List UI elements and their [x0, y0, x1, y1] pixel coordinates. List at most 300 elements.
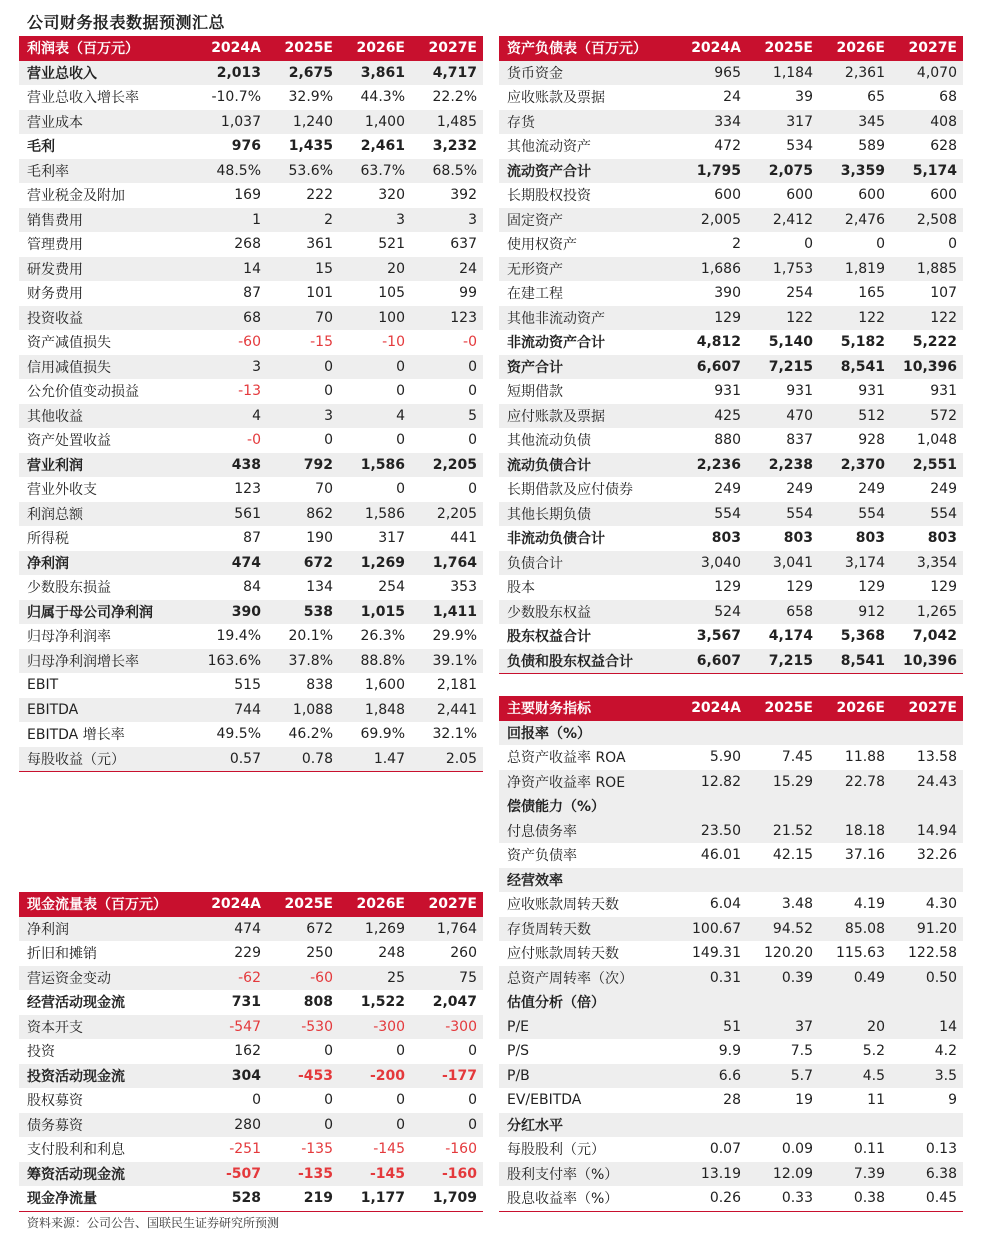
value-cell: 561 [195, 502, 267, 527]
table-row [499, 843, 963, 868]
value-cell: 3,354 [891, 551, 963, 576]
value-cell: 122 [891, 306, 963, 331]
row-label: 投资 [27, 1044, 55, 1061]
row-label: 应收账款及票据 [507, 90, 605, 107]
value-cell: 2.05 [411, 747, 483, 772]
value-cell: 20.1% [288, 628, 333, 645]
value-cell: 15 [267, 257, 339, 282]
row-label: 资本开支 [19, 1015, 195, 1040]
section-header-row [499, 1113, 963, 1138]
table-row [499, 404, 963, 429]
value-cell: 2,013 [195, 61, 267, 86]
value-cell: 0 [396, 1043, 405, 1060]
value-cell: 4.5 [819, 1064, 891, 1089]
row-label: 债务募资 [19, 1113, 195, 1138]
row-label: 营业总收入增长率 [27, 90, 139, 107]
value-cell: 42.15 [772, 847, 813, 864]
table-row [19, 257, 483, 282]
row-label: 公允价值变动损益 [27, 384, 139, 401]
value-cell: 5 [411, 404, 483, 429]
row-label: 资产负债率 [507, 848, 577, 865]
value-cell: 68.5% [411, 159, 483, 184]
value-cell: 190 [306, 530, 333, 547]
row-label: 股本 [507, 580, 535, 597]
value-cell: -453 [267, 1064, 339, 1089]
value-cell: 70 [315, 481, 333, 498]
value-cell: 4.2 [934, 1043, 957, 1060]
value-cell: 1,411 [411, 600, 483, 625]
value-cell: 803 [783, 530, 813, 547]
table-row [19, 624, 483, 649]
value-cell: 46.2% [288, 726, 333, 743]
value-cell: 554 [675, 502, 747, 527]
value-cell: 0.07 [709, 1141, 741, 1158]
value-cell: 49.5% [216, 726, 261, 743]
value-cell: 931 [786, 383, 813, 400]
row-label: 股利支付率（%） [499, 1162, 675, 1187]
row-label: 股息收益率（%） [499, 1186, 675, 1211]
value-cell: 7.5 [790, 1043, 813, 1060]
value-cell: 1,015 [339, 600, 411, 625]
table-row [499, 917, 963, 942]
section-header-row [499, 794, 963, 819]
value-cell: 10,396 [891, 355, 963, 380]
value-cell: 1,586 [339, 502, 411, 527]
income-statement-table [19, 36, 483, 772]
value-cell: 438 [195, 453, 267, 478]
value-cell: 7,042 [912, 628, 957, 645]
value-cell: -135 [301, 1141, 333, 1158]
value-cell: 9.9 [718, 1043, 741, 1060]
table-row [499, 477, 963, 502]
value-cell: 24.43 [891, 770, 963, 795]
row-label: 付息债务率 [499, 819, 675, 844]
value-cell: 123 [234, 481, 261, 498]
value-cell: 37.8% [267, 649, 339, 674]
value-cell: 120.20 [764, 945, 813, 962]
table-row [499, 624, 963, 649]
table-row [19, 722, 483, 747]
row-label: 长期股权投资 [507, 188, 591, 205]
value-cell: 965 [675, 61, 747, 86]
row-label: 应付账款周转天数 [507, 946, 619, 963]
value-cell: 84 [243, 579, 261, 596]
value-cell: 3 [339, 208, 411, 233]
value-cell: 70 [267, 306, 339, 331]
value-cell: 837 [786, 432, 813, 449]
value-cell: 129 [675, 306, 747, 331]
value-cell: 534 [786, 138, 813, 155]
value-cell: 353 [450, 579, 477, 596]
value-cell: 1,885 [891, 257, 963, 282]
value-cell: 392 [450, 187, 477, 204]
value-cell: 248 [378, 945, 405, 962]
value-cell: 672 [267, 551, 339, 576]
value-cell: 254 [786, 285, 813, 302]
value-cell: 317 [747, 110, 819, 135]
value-cell: 3 [411, 208, 483, 233]
value-cell: -0 [463, 334, 477, 351]
row-label: 总资产周转率（次） [499, 966, 675, 991]
value-cell: 474 [195, 551, 267, 576]
table-row [19, 61, 483, 86]
value-cell: -200 [339, 1064, 411, 1089]
value-cell: 4 [339, 404, 411, 429]
value-cell: 268 [234, 236, 261, 253]
value-cell: 105 [378, 285, 405, 302]
table-row [19, 990, 483, 1015]
row-label: 其他流动负债 [507, 433, 591, 450]
value-cell: -300 [411, 1015, 483, 1040]
row-label: 少数股东损益 [27, 580, 111, 597]
table-row [19, 526, 483, 551]
value-cell: 3,174 [819, 551, 891, 576]
year-header: 2024A [195, 892, 267, 917]
value-cell: 53.6% [267, 159, 339, 184]
value-cell: 149.31 [692, 945, 741, 962]
value-cell: 87 [243, 530, 261, 547]
value-cell: 24 [723, 89, 741, 106]
value-cell: -160 [411, 1162, 483, 1187]
value-cell: 1,269 [339, 917, 411, 942]
section-label: 经营效率 [499, 868, 963, 893]
table-row [19, 330, 483, 355]
value-cell: 512 [819, 404, 891, 429]
table-row [499, 966, 963, 991]
value-cell: 0 [804, 236, 813, 253]
table-row [19, 477, 483, 502]
value-cell: -15 [310, 334, 333, 351]
value-cell: 6,607 [675, 355, 747, 380]
year-header: 2027E [891, 36, 963, 61]
row-label: 每股收益（元） [19, 747, 195, 772]
value-cell: 0 [396, 1092, 405, 1109]
value-cell: 8,541 [819, 355, 891, 380]
table-row [19, 502, 483, 527]
value-cell: 600 [786, 187, 813, 204]
year-header: 2025E [267, 36, 339, 61]
value-cell: 3,040 [675, 551, 747, 576]
table-header-row [499, 696, 963, 721]
value-cell: 0.50 [891, 966, 963, 991]
value-cell: 600 [858, 187, 885, 204]
value-cell: 6.38 [891, 1162, 963, 1187]
value-cell: 2,412 [747, 208, 819, 233]
value-cell: 87 [243, 285, 261, 302]
value-cell: 976 [231, 138, 261, 155]
value-cell: 838 [306, 677, 333, 694]
value-cell: 24 [411, 257, 483, 282]
value-cell: 13.58 [916, 749, 957, 766]
table-row [19, 917, 483, 942]
value-cell: 5,174 [891, 159, 963, 184]
value-cell: 2,181 [436, 677, 477, 694]
value-cell: 0 [324, 432, 333, 449]
value-cell: 628 [930, 138, 957, 155]
table-header-row [499, 36, 963, 61]
value-cell: 250 [306, 945, 333, 962]
value-cell: 11 [867, 1092, 885, 1109]
value-cell: 1,184 [747, 61, 819, 86]
value-cell: 1.47 [339, 747, 411, 772]
value-cell: 731 [231, 994, 261, 1011]
value-cell: 572 [891, 404, 963, 429]
row-label: 非流动负债合计 [507, 531, 605, 548]
value-cell: 222 [306, 187, 333, 204]
value-cell: 0.09 [781, 1141, 813, 1158]
value-cell: 472 [714, 138, 741, 155]
table-row [19, 966, 483, 991]
year-header: 2024A [675, 36, 747, 61]
value-cell: 3,567 [696, 628, 741, 645]
table-row [19, 575, 483, 600]
value-cell: 0 [252, 1092, 261, 1109]
row-label: 固定资产 [499, 208, 675, 233]
value-cell: 538 [267, 600, 339, 625]
value-cell: 0.33 [747, 1186, 819, 1211]
value-cell: 94.52 [747, 917, 819, 942]
row-label: 销售费用 [19, 208, 195, 233]
value-cell: -135 [267, 1162, 339, 1187]
value-cell: 39.1% [411, 649, 483, 674]
value-cell: 2 [267, 208, 339, 233]
table-row [499, 819, 963, 844]
value-cell: 600 [714, 187, 741, 204]
value-cell: 521 [378, 236, 405, 253]
row-label: EBITDA 增长率 [27, 727, 125, 744]
row-label: 在建工程 [507, 286, 563, 303]
table-row [499, 232, 963, 257]
value-cell: 3.48 [781, 896, 813, 913]
value-cell: 554 [747, 502, 819, 527]
row-label: 归母净利润率 [27, 629, 111, 646]
value-cell: 19 [795, 1092, 813, 1109]
value-cell: 0.78 [267, 747, 339, 772]
value-cell: 1,764 [411, 917, 483, 942]
value-cell: 3 [267, 404, 339, 429]
table-row [19, 649, 483, 674]
value-cell: -507 [195, 1162, 267, 1187]
value-cell: 803 [855, 530, 885, 547]
value-cell: 0 [396, 481, 405, 498]
value-cell: 32.1% [432, 726, 477, 743]
value-cell: -251 [229, 1141, 261, 1158]
table-row [19, 208, 483, 233]
value-cell: 0 [411, 355, 483, 380]
value-cell: 13.19 [675, 1162, 747, 1187]
table-row [499, 575, 963, 600]
value-cell: 91.20 [891, 917, 963, 942]
table-row [19, 159, 483, 184]
value-cell: 26.3% [360, 628, 405, 645]
value-cell: 7,215 [747, 355, 819, 380]
value-cell: 2 [732, 236, 741, 253]
value-cell: 0 [396, 383, 405, 400]
value-cell: 345 [819, 110, 891, 135]
value-cell: 6.6 [675, 1064, 747, 1089]
value-cell: 254 [378, 579, 405, 596]
value-cell: 7.39 [819, 1162, 891, 1187]
value-cell: 12.82 [675, 770, 747, 795]
value-cell: 912 [819, 600, 891, 625]
value-cell: 249 [714, 481, 741, 498]
table-row [499, 649, 963, 674]
value-cell: 515 [234, 677, 261, 694]
value-cell: 0 [339, 1113, 411, 1138]
row-label: 净利润 [19, 917, 195, 942]
table-row [499, 600, 963, 625]
value-cell: 5.7 [747, 1064, 819, 1089]
value-cell: 129 [930, 579, 957, 596]
value-cell: 4 [195, 404, 267, 429]
value-cell: 65 [867, 89, 885, 106]
value-cell: 2,205 [411, 502, 483, 527]
value-cell: 1,709 [411, 1186, 483, 1211]
value-cell: 0.45 [891, 1186, 963, 1211]
year-header: 2026E [339, 892, 411, 917]
value-cell: 1,240 [267, 110, 339, 135]
value-cell: 425 [675, 404, 747, 429]
value-cell: 2,370 [819, 453, 891, 478]
table-row [19, 551, 483, 576]
value-cell: 3,861 [339, 61, 411, 86]
row-label: 非流动资产合计 [507, 335, 605, 352]
value-cell: 69.9% [360, 726, 405, 743]
table-row [499, 281, 963, 306]
value-cell: 0.38 [819, 1186, 891, 1211]
value-cell: 1,819 [819, 257, 891, 282]
row-label: 营运资金变动 [19, 966, 195, 991]
row-label: 营业成本 [19, 110, 195, 135]
value-cell: 14.94 [891, 819, 963, 844]
value-cell: 554 [891, 502, 963, 527]
value-cell: 0 [339, 355, 411, 380]
row-label: P/E [499, 1015, 675, 1040]
value-cell: 637 [450, 236, 477, 253]
value-cell: 931 [858, 383, 885, 400]
table-row [499, 159, 963, 184]
value-cell: 51 [675, 1015, 747, 1040]
value-cell: 122 [819, 306, 891, 331]
value-cell: 2,205 [411, 453, 483, 478]
value-cell: 107 [930, 285, 957, 302]
value-cell: 658 [747, 600, 819, 625]
value-cell: -547 [195, 1015, 267, 1040]
value-cell: 0 [468, 432, 477, 449]
section-header-row [499, 990, 963, 1015]
row-label: 使用权资产 [507, 237, 577, 254]
table-row [499, 183, 963, 208]
table-row [19, 1162, 483, 1187]
value-cell: 1,522 [360, 994, 405, 1011]
value-cell: 7,215 [747, 649, 819, 674]
row-label: 财务费用 [27, 286, 83, 303]
value-cell: 5,368 [840, 628, 885, 645]
table-row [499, 257, 963, 282]
value-cell: 2,441 [411, 698, 483, 723]
value-cell: -145 [373, 1141, 405, 1158]
row-label: EBITDA [19, 698, 195, 723]
table-row [19, 110, 483, 135]
value-cell: 123 [411, 306, 483, 331]
value-cell: 0 [324, 383, 333, 400]
value-cell: 229 [234, 945, 261, 962]
value-cell: 0 [411, 1113, 483, 1138]
row-label: 归母净利润增长率 [19, 649, 195, 674]
row-label: 折旧和摊销 [27, 946, 97, 963]
value-cell: 1,600 [364, 677, 405, 694]
value-cell: 0.13 [925, 1141, 957, 1158]
value-cell: 2,047 [432, 994, 477, 1011]
row-label: 投资收益 [19, 306, 195, 331]
table-row [19, 85, 483, 110]
table-row [499, 1015, 963, 1040]
value-cell: 1,037 [195, 110, 267, 135]
table-title: 利润表（百万元） [19, 36, 195, 61]
section-header-row [499, 721, 963, 746]
table-row [19, 379, 483, 404]
value-cell: 880 [714, 432, 741, 449]
value-cell: 0 [267, 1113, 339, 1138]
value-cell: 0 [267, 355, 339, 380]
row-label: 投资活动现金流 [19, 1064, 195, 1089]
value-cell: 1,400 [339, 110, 411, 135]
key-ratios-table [499, 696, 963, 1212]
year-header: 2024A [675, 696, 747, 721]
table-row [19, 600, 483, 625]
row-label: 现金净流量 [19, 1186, 195, 1211]
value-cell: 0 [468, 481, 477, 498]
value-cell: 21.52 [747, 819, 819, 844]
value-cell: 249 [858, 481, 885, 498]
value-cell: 3,232 [432, 138, 477, 155]
value-cell: 0.11 [853, 1141, 885, 1158]
value-cell: 5,140 [768, 334, 813, 351]
value-cell: 1,753 [747, 257, 819, 282]
table-title: 主要财务指标 [499, 696, 675, 721]
section-header-row [499, 868, 963, 893]
row-label: 信用减值损失 [19, 355, 195, 380]
row-label: 流动负债合计 [499, 453, 675, 478]
table-row [499, 134, 963, 159]
row-label: 每股股利（元） [507, 1142, 605, 1159]
value-cell: -530 [267, 1015, 339, 1040]
balance-sheet-table [499, 36, 963, 674]
value-cell: 219 [267, 1186, 339, 1211]
value-cell: 48.5% [195, 159, 267, 184]
row-label: 净资产收益率 ROE [499, 770, 675, 795]
value-cell: -0 [247, 432, 261, 449]
value-cell: 115.63 [836, 945, 885, 962]
table-row [19, 453, 483, 478]
value-cell: 18.18 [819, 819, 891, 844]
table-row [19, 673, 483, 698]
value-cell: 862 [267, 502, 339, 527]
value-cell: 249 [786, 481, 813, 498]
table-row [19, 747, 483, 772]
value-cell: 88.8% [339, 649, 411, 674]
value-cell: 6,607 [675, 649, 747, 674]
value-cell: 554 [819, 502, 891, 527]
table-row [19, 1039, 483, 1064]
row-label: 长期借款及应付债券 [507, 482, 633, 499]
value-cell: 0.49 [819, 966, 891, 991]
page-title: 公司财务报表数据预测汇总 [27, 13, 226, 32]
value-cell: 68 [195, 306, 267, 331]
row-label: 少数股东权益 [499, 600, 675, 625]
value-cell: 7.45 [781, 749, 813, 766]
value-cell: 0 [324, 1092, 333, 1109]
